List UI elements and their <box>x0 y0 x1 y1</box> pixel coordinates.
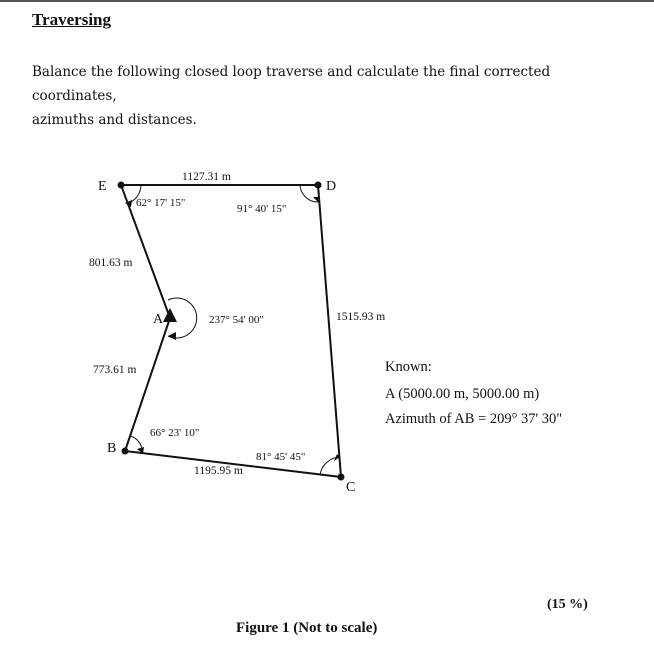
station-b-label: B <box>107 441 117 456</box>
angle-e: 62° 17' 15" <box>136 197 186 209</box>
angle-b: 66° 23' 10" <box>150 427 200 439</box>
known-point-a: A (5000.00 m, 5000.00 m) <box>385 386 540 402</box>
instruction-line-2: azimuths and distances. <box>32 112 197 128</box>
distance-bc: 1195.95 m <box>194 465 243 477</box>
line-dc <box>318 185 341 477</box>
distance-ea: 801.63 m <box>89 257 133 269</box>
angle-d: 91° 40' 15" <box>237 203 287 215</box>
distance-cd: 1515.93 m <box>336 311 386 323</box>
station-b-marker <box>122 448 129 455</box>
angle-a: 237° 54' 00" <box>209 314 264 326</box>
distance-ed: 1127.31 m <box>182 171 231 183</box>
known-title: Known: <box>385 359 432 375</box>
station-e-marker <box>118 182 125 189</box>
marks-value: (15 %) <box>547 597 588 612</box>
station-c-label: C <box>346 480 356 495</box>
instruction-line-1: Balance the following closed loop traverse and calculate the final corrected coordinates, <box>32 64 551 104</box>
angle-c: 81° 45' 45" <box>256 451 306 463</box>
station-a-label: A <box>153 312 164 327</box>
angle-arc-c <box>320 457 340 475</box>
station-a-marker <box>163 308 177 322</box>
angle-arrow-a <box>168 332 176 340</box>
distance-ab: 773.61 m <box>93 364 137 376</box>
station-c-marker <box>338 474 345 481</box>
known-azimuth-ab: Azimuth of AB = 209° 37' 30" <box>385 411 563 427</box>
station-d-label: D <box>326 179 337 194</box>
section-heading: Traversing <box>32 10 112 29</box>
figure-caption: Figure 1 (Not to scale) <box>236 620 378 636</box>
station-d-marker <box>315 182 322 189</box>
station-e-label: E <box>98 179 107 194</box>
